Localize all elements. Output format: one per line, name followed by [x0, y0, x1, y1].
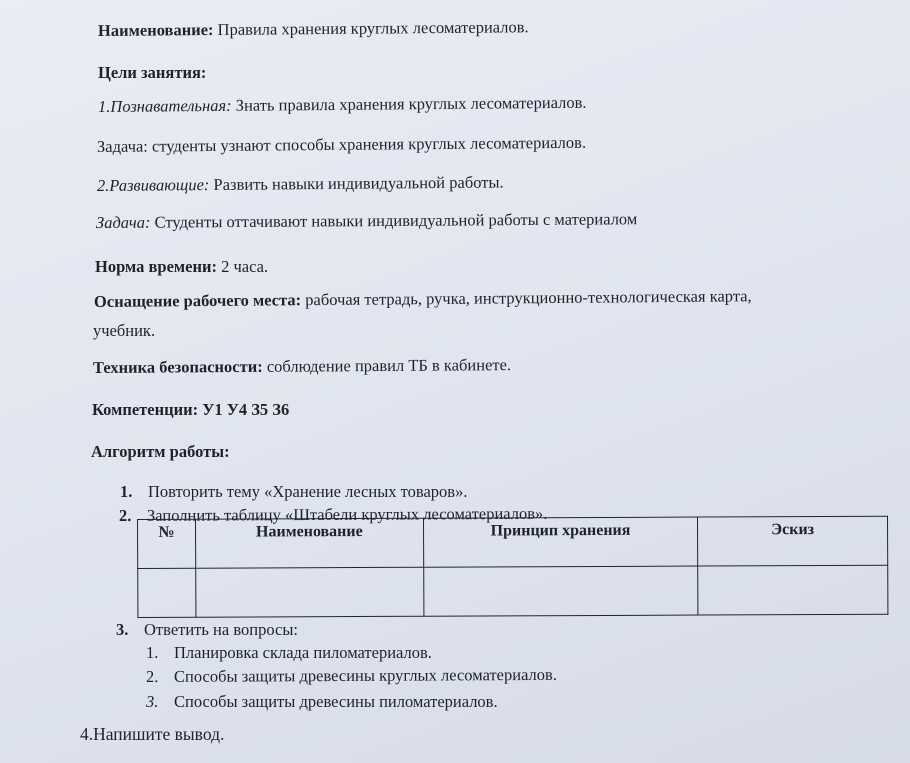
question-2-number: 2. [145, 666, 159, 686]
question-2-text: Способы защиты древесины круглых лесоматериалов. [173, 664, 557, 686]
step-2-number: 2. [118, 505, 132, 525]
question-1-number: 1. [146, 643, 159, 662]
table-row [138, 565, 888, 617]
name-label: Наименование: [97, 19, 214, 40]
equipment-line [94, 286, 752, 312]
safety-line [93, 355, 511, 378]
step-3-text: Ответить на вопросы: [144, 620, 298, 639]
equipment-label: Оснащение рабочего места: [93, 290, 302, 311]
step-3-number: 3. [116, 620, 129, 639]
safety-value: соблюдение правил ТБ в кабинете. [266, 355, 512, 376]
time-line [95, 257, 268, 277]
header-sketch: Эскиз [698, 516, 888, 566]
question-1-text: Планировка склада пиломатериалов. [174, 643, 432, 662]
question-2 [146, 665, 557, 687]
goal1-label: 1.Познавательная: [97, 95, 232, 116]
question-3 [146, 692, 498, 712]
step-1-text: Повторить тему «Хранение лесных товаров». [148, 482, 468, 501]
goal1-value: Знать правила хранения круглых лесоматериалов. [235, 92, 587, 115]
table-header-row [138, 516, 888, 568]
step-1-number: 1. [120, 482, 133, 501]
safety-label: Техника безопасности: [92, 356, 263, 377]
stack-table [137, 516, 888, 618]
task2-line [96, 209, 637, 233]
algorithm-heading: Алгоритм работы: [91, 442, 230, 461]
step-3 [116, 620, 298, 640]
task1-line: Задача: студенты узнают способы хранения круглых лесоматериалов. [96, 132, 587, 156]
equipment-line-2: учебник. [93, 321, 156, 340]
step-1 [120, 482, 467, 502]
header-principle: Принцип хранения [423, 517, 698, 567]
competencies-line: Компетенции: У1 У4 З5 З6 [92, 400, 290, 419]
goals-heading: Цели занятия: [98, 63, 207, 82]
goal2-line [97, 172, 504, 196]
title-line [98, 17, 529, 41]
question-3-text: Способы защиты древесины пиломатериалов. [174, 692, 498, 711]
table-cell [698, 565, 888, 615]
table-cell [196, 567, 424, 617]
table-cell [423, 566, 698, 616]
equipment-value: рабочая тетрадь, ручка, инструкционно-технологическая карта, [305, 286, 752, 310]
step-2-text: Заполнить таблицу «Штабели круглых лесоматериалов». [146, 503, 548, 525]
goal1-line [98, 93, 587, 117]
goal2-label: 2.Развивающие: [96, 175, 210, 195]
task2-value: Студенты оттачивают навыки индивидуальной работы с материалом [154, 209, 638, 232]
name-value: Правила хранения круглых лесоматериалов. [217, 17, 529, 39]
step-4: 4.Напишите вывод. [80, 724, 225, 744]
time-value: 2 часа. [221, 257, 269, 276]
goal2-value: Развить навыки индивидуальной работы. [213, 172, 504, 194]
header-number: № [138, 519, 196, 568]
task2-label: Задача: [95, 212, 151, 232]
question-3-number: 3. [146, 692, 159, 711]
table-cell [138, 568, 196, 617]
header-name: Наименование [195, 518, 423, 568]
question-1 [146, 643, 432, 663]
time-label: Норма времени: [95, 257, 217, 276]
